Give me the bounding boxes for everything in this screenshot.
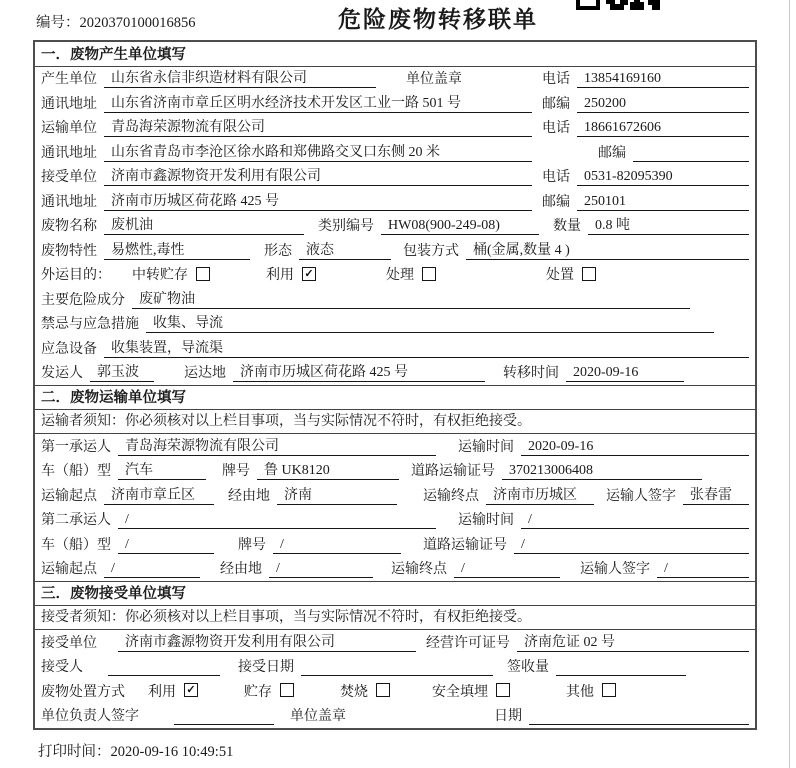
via1-value: 济南 [277, 484, 397, 505]
address2-value: 山东省青岛市李沧区徐水路和郑佛路交叉口东侧 20 米 [104, 141, 532, 162]
receiver-seal-label: 单位盖章 [290, 709, 346, 724]
purpose-utilize-checkbox: ✓ [302, 267, 316, 281]
phone3-value: 0531-82095390 [577, 169, 749, 186]
road-license1-label: 道路运输证号 [411, 464, 495, 479]
purpose-treat-checkbox [422, 267, 436, 281]
disposal-utilize-checkbox: ✓ [184, 683, 198, 697]
zip1-label: 邮编 [542, 96, 570, 112]
consignor-label: 发运人 [41, 366, 83, 381]
emergency-measures-value: 收集、导流 [146, 312, 714, 333]
row-emergency-equipment [35, 336, 755, 361]
second-carrier-label: 第二承运人 [41, 513, 111, 528]
end1-label: 运输终点 [423, 488, 479, 504]
address3-value: 济南市历城区荷花路 425 号 [104, 190, 532, 211]
disposal-option-storage [244, 681, 294, 701]
disposal-method-label: 废物处置方式 [41, 684, 125, 700]
row-consignor [35, 361, 755, 386]
row-manager-sign [35, 704, 755, 729]
address1-value: 山东省济南市章丘区明水经济技术开发区工业一路 501 号 [104, 92, 532, 113]
sign-date-label: 日期 [494, 709, 522, 724]
row-accept-unit [35, 630, 755, 655]
carrier-sign1-value: 张春雷 [683, 484, 749, 505]
destination-value: 济南市历城区荷花路 425 号 [233, 361, 485, 382]
physical-form-value: 液态 [299, 239, 391, 260]
phone2-value: 18661672606 [577, 120, 749, 137]
zip3-value: 250101 [577, 194, 749, 211]
section2-title-text: 二．废物运输单位填写 [41, 390, 186, 407]
hazard-component-value: 废矿物油 [132, 288, 690, 309]
vehicle-type1-value: 汽车 [118, 459, 206, 480]
road-license2-value: / [514, 537, 749, 554]
end2-value: / [454, 561, 560, 578]
disposal-storage-checkbox [280, 683, 294, 697]
packing-value: 桶(金属,数量 4 ) [466, 239, 749, 260]
permit-value: 济南危证 02 号 [517, 631, 749, 652]
manager-sign-value [174, 724, 274, 725]
row-second-carrier [35, 508, 755, 533]
producer-unit-value: 山东省永信非织造材料有限公司 [104, 67, 376, 88]
waste-name-label: 废物名称 [41, 219, 97, 234]
zip1-value: 250200 [577, 96, 749, 113]
page-title: 危险废物转移联单 [338, 6, 538, 32]
carrier-sign1-label: 运输人签字 [606, 488, 676, 504]
transport-time2-label: 运输时间 [458, 513, 514, 528]
physical-form-label: 形态 [264, 243, 292, 259]
first-carrier-value: 青岛海荣源物流有限公司 [118, 435, 436, 456]
hazard-component-label: 主要危险成分 [41, 292, 125, 308]
quantity-label: 数量 [553, 219, 581, 234]
row-producer [35, 67, 755, 92]
purpose-utilize-label: 利用 [266, 268, 294, 283]
purpose-dispose-label: 处置 [546, 268, 574, 283]
disposal-incinerate-checkbox [376, 683, 390, 697]
serial-label: 编号： [36, 15, 80, 31]
purpose-option-transit-storage [132, 264, 210, 284]
plate1-label: 牌号 [222, 464, 250, 479]
row-vehicle2 [35, 532, 755, 557]
end1-value: 济南市历城区 [486, 484, 594, 505]
phone2-label: 电话 [542, 121, 570, 136]
section1-title [35, 42, 755, 67]
transfer-date-value: 2020-09-16 [566, 365, 684, 382]
second-carrier-value: / [118, 512, 436, 529]
purpose-option-dispose [546, 264, 596, 284]
address3-label: 通讯地址 [41, 194, 97, 210]
plate2-value: / [273, 537, 401, 554]
receiver-notice-text: 接受者须知：你必须核对以上栏目事项，当与实际情况不符时，有权拒绝接受。 [41, 610, 531, 625]
row-producer-address [35, 91, 755, 116]
carrier-sign2-value: / [657, 561, 749, 578]
vehicle-type2-value: / [118, 537, 214, 554]
disposal-storage-label: 贮存 [244, 684, 272, 700]
category-code-value: HW08(900-249-08) [381, 218, 539, 235]
transfer-date-label: 转移时间 [503, 366, 559, 381]
serial-value: 2020370100016856 [79, 15, 196, 31]
disposal-other-checkbox [602, 683, 616, 697]
accept-unit-value: 济南市鑫源物资开发利用有限公司 [118, 631, 416, 652]
row-transfer-purpose [35, 263, 755, 288]
acceptor-label: 接受人 [41, 660, 83, 675]
road-license1-value: 370213006408 [502, 463, 702, 480]
via1-label: 经由地 [228, 488, 270, 504]
purpose-dispose-checkbox [582, 267, 596, 281]
phone3-label: 电话 [542, 170, 570, 185]
via2-value: / [269, 561, 373, 578]
row-route1 [35, 483, 755, 508]
disposal-option-utilize [148, 681, 198, 701]
receiver-label: 接受单位 [41, 170, 97, 185]
section1-title-text: 一．废物产生单位填写 [41, 46, 186, 63]
purpose-label: 外运目的： [41, 268, 111, 283]
document-header [0, 0, 796, 40]
via2-label: 经由地 [220, 562, 262, 577]
row-vehicle1 [35, 459, 755, 484]
origin1-value: 济南市章丘区 [104, 484, 214, 505]
plate1-value: 鲁 UK8120 [257, 459, 399, 480]
purpose-option-utilize [266, 264, 316, 284]
section2-title [35, 385, 755, 410]
row-receiver-address [35, 189, 755, 214]
waste-character-label: 废物特性 [41, 243, 97, 259]
row-transporter [35, 116, 755, 141]
first-carrier-label: 第一承运人 [41, 439, 111, 455]
producer-unit-label: 产生单位 [41, 72, 97, 87]
waste-character-value: 易燃性,毒性 [104, 239, 250, 260]
plate2-label: 牌号 [238, 537, 266, 553]
destination-label: 运达地 [184, 366, 226, 381]
row-hazard-component [35, 287, 755, 312]
end2-label: 运输终点 [391, 562, 447, 577]
emergency-equipment-label: 应急设备 [41, 341, 97, 357]
row-transporter-address [35, 140, 755, 165]
waste-name-value: 废机油 [104, 214, 304, 235]
row-receiver [35, 165, 755, 190]
section3-title [35, 581, 755, 606]
consignor-value: 郭玉波 [90, 361, 154, 382]
permit-label: 经营许可证号 [426, 635, 510, 651]
manager-sign-label: 单位负责人签字 [41, 709, 139, 724]
phone1-label: 电话 [542, 72, 570, 87]
carrier-sign2-label: 运输人签字 [580, 562, 650, 577]
vehicle-type2-label: 车（船）型 [41, 537, 111, 553]
category-code-label: 类别编号 [318, 219, 374, 234]
packing-label: 包装方式 [403, 243, 459, 259]
address2-label: 通讯地址 [41, 145, 97, 161]
received-qty-label: 签收量 [507, 660, 549, 675]
disposal-option-landfill [432, 681, 510, 701]
transport-time1-value: 2020-09-16 [521, 439, 749, 456]
disposal-landfill-checkbox [496, 683, 510, 697]
disposal-incinerate-label: 焚烧 [340, 684, 368, 700]
emergency-equipment-value: 收集装置，导流渠 [104, 337, 749, 358]
section3-title-text: 三．废物接受单位填写 [41, 586, 186, 603]
zip2-label: 邮编 [598, 145, 626, 161]
row-waste-character [35, 238, 755, 263]
row-receiver-notice [35, 606, 755, 631]
zip2-value [633, 161, 749, 162]
acceptor-value [108, 675, 220, 676]
transport-time2-value: / [521, 512, 749, 529]
transporter-value: 青岛海荣源物流有限公司 [104, 116, 532, 137]
vehicle-type1-label: 车（船）型 [41, 464, 111, 479]
transporter-notice-text: 运输者须知：你必须核对以上栏目事项，当与实际情况不符时，有权拒绝接受。 [41, 414, 531, 429]
accept-unit-label: 接受单位 [41, 635, 97, 651]
print-time-line [38, 740, 233, 761]
quantity-value: 0.8 吨 [588, 214, 749, 235]
accept-date-value [301, 675, 493, 676]
phone1-value: 13854169160 [577, 71, 749, 88]
row-first-carrier [35, 434, 755, 459]
purpose-transit-storage-checkbox [196, 267, 210, 281]
transport-time1-label: 运输时间 [458, 439, 514, 455]
manifest-form [33, 40, 757, 730]
row-acceptor [35, 655, 755, 680]
transporter-label: 运输单位 [41, 121, 97, 136]
disposal-option-incinerate [340, 681, 390, 701]
origin1-label: 运输起点 [41, 488, 97, 504]
disposal-other-label: 其他 [566, 684, 594, 700]
purpose-option-treat [386, 264, 436, 284]
disposal-utilize-label: 利用 [148, 684, 176, 700]
address1-label: 通讯地址 [41, 96, 97, 112]
purpose-treat-label: 处理 [386, 268, 414, 283]
row-transporter-notice [35, 410, 755, 435]
unit-seal-label: 单位盖章 [406, 72, 462, 87]
row-waste-name [35, 214, 755, 239]
zip3-label: 邮编 [542, 194, 570, 210]
origin2-value: / [104, 561, 200, 578]
row-route2 [35, 557, 755, 582]
qr-code-fragment [576, 0, 662, 11]
purpose-transit-storage-label: 中转贮存 [132, 268, 188, 283]
disposal-option-other [566, 681, 616, 701]
receiver-value: 济南市鑫源物资开发利用有限公司 [104, 165, 532, 186]
origin2-label: 运输起点 [41, 562, 97, 577]
page-right-edge [789, 0, 790, 768]
emergency-measures-label: 禁忌与应急措施 [41, 317, 139, 332]
sign-date-value [529, 724, 749, 725]
disposal-landfill-label: 安全填埋 [432, 684, 488, 700]
road-license2-label: 道路运输证号 [423, 537, 507, 553]
row-disposal-method [35, 679, 755, 704]
row-emergency-measures [35, 312, 755, 337]
accept-date-label: 接受日期 [238, 660, 294, 675]
print-time-label: 打印时间： [38, 744, 111, 760]
received-qty-value [556, 675, 686, 676]
print-time-value: 2020-09-16 10:49:51 [110, 744, 234, 760]
